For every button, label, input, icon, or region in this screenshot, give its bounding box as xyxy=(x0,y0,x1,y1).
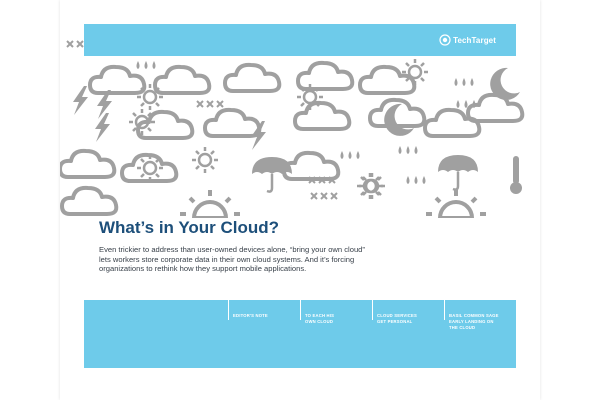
intro-line: organizations to rethink how they support mobile applications. xyxy=(99,264,307,274)
toc-divider xyxy=(228,300,229,320)
intro-line: lets workers store corporate data in their own cloud systems. And it’s forcing xyxy=(99,254,355,264)
toc-item-early-landing[interactable] xyxy=(444,300,512,368)
document-page xyxy=(60,0,540,400)
toc-label: BASIL COMMON SAGE EARLY LANDING ON THE CLOUD xyxy=(449,313,499,330)
toc-label: TO EACH HIS OWN CLOUD xyxy=(305,313,335,324)
toc-divider xyxy=(444,300,445,320)
header-banner xyxy=(84,24,516,56)
techtarget-logo xyxy=(439,33,496,47)
toc-label: EDITOR'S NOTE xyxy=(233,313,268,318)
row-4 xyxy=(60,147,522,199)
intro-line: Even trickier to address than user-owned devices alone, “bring your own cloud” xyxy=(99,245,365,254)
article-title: What’s in Your Cloud? xyxy=(99,218,280,237)
logo-text: TechTarget xyxy=(453,35,496,45)
toc-divider xyxy=(300,300,301,320)
eye-icon xyxy=(439,34,451,46)
contents-banner xyxy=(84,300,516,368)
article-intro xyxy=(99,245,439,274)
toc-label: CLOUD SERVICES GET PERSONAL xyxy=(377,313,417,324)
toc-divider xyxy=(372,300,373,320)
toc-item-cloud-services[interactable] xyxy=(372,300,440,368)
toc-item-own-cloud[interactable] xyxy=(300,300,368,368)
toc-item-editors-note[interactable] xyxy=(228,300,296,368)
